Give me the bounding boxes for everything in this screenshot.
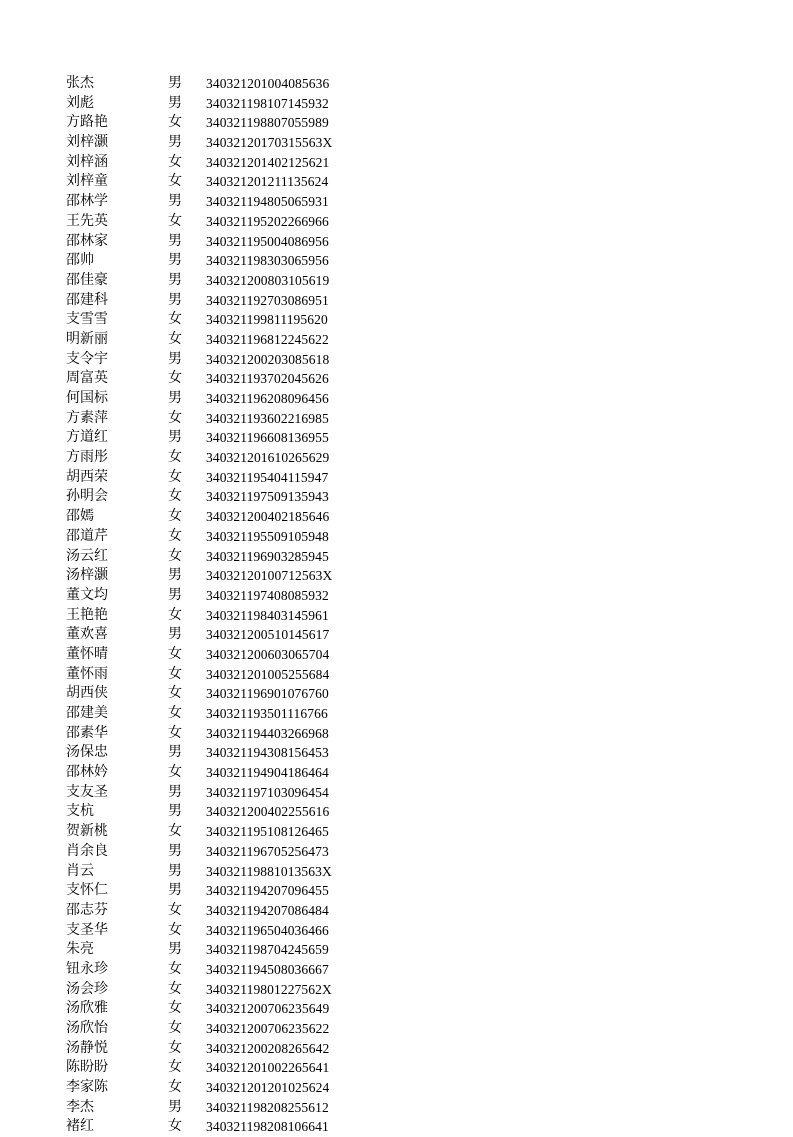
person-name: 方道红 bbox=[66, 429, 108, 446]
table-row bbox=[66, 291, 366, 311]
table-row bbox=[66, 704, 366, 724]
person-name: 邵林学 bbox=[66, 193, 108, 210]
person-name: 陈盼盼 bbox=[66, 1059, 108, 1076]
table-row bbox=[66, 1098, 366, 1118]
person-gender: 女 bbox=[168, 960, 182, 977]
person-id-number: 340321195108126465 bbox=[206, 824, 329, 840]
person-id-number: 340321195004086956 bbox=[206, 233, 329, 249]
person-gender: 男 bbox=[168, 803, 182, 820]
person-name: 王先英 bbox=[66, 212, 108, 229]
table-row bbox=[66, 862, 366, 882]
person-name: 贺新桃 bbox=[66, 823, 108, 840]
table-row bbox=[66, 133, 366, 153]
person-id-number: 340321193501116766 bbox=[206, 706, 328, 721]
person-id-number: 340321198208106641 bbox=[206, 1119, 329, 1135]
person-id-number: 340321194403266968 bbox=[206, 725, 329, 741]
person-id-number: 340321194207096455 bbox=[206, 883, 329, 899]
table-row bbox=[66, 547, 366, 567]
person-gender: 女 bbox=[168, 764, 182, 781]
person-id-number: 340321193602216985 bbox=[206, 410, 329, 426]
table-row bbox=[66, 507, 366, 527]
table-row bbox=[66, 940, 366, 960]
person-gender: 女 bbox=[168, 1020, 182, 1036]
person-id-number: 340321194904186464 bbox=[206, 765, 329, 781]
person-name: 刘梓灏 bbox=[66, 134, 108, 151]
person-gender: 男 bbox=[168, 94, 182, 111]
person-gender: 男 bbox=[168, 193, 182, 210]
table-row bbox=[66, 802, 366, 822]
table-row bbox=[66, 212, 366, 232]
person-id-number: 340321194207086484 bbox=[206, 902, 329, 918]
person-id-number: 34032119801227562X bbox=[206, 981, 332, 997]
person-gender: 男 bbox=[168, 252, 182, 269]
person-id-number: 340321198704245659 bbox=[206, 942, 329, 958]
table-row bbox=[66, 468, 366, 488]
person-id-number: 340321198807055989 bbox=[206, 115, 329, 131]
roster-table bbox=[66, 74, 366, 1137]
person-gender: 男 bbox=[168, 586, 182, 603]
person-gender: 女 bbox=[168, 527, 182, 544]
person-id-number: 340321200706235649 bbox=[206, 1001, 330, 1017]
table-row bbox=[66, 527, 366, 547]
person-id-number: 34032120100712563X bbox=[206, 568, 333, 584]
table-row bbox=[66, 763, 366, 783]
person-name: 肖余良 bbox=[66, 842, 108, 859]
person-id-number: 340321195404115947 bbox=[206, 469, 329, 485]
table-row bbox=[66, 389, 366, 409]
table-row bbox=[66, 1019, 366, 1039]
person-name: 周富英 bbox=[66, 370, 108, 387]
person-gender: 男 bbox=[168, 291, 182, 308]
person-name: 刘梓童 bbox=[66, 173, 108, 190]
person-name: 朱亮 bbox=[66, 941, 94, 958]
table-row bbox=[66, 881, 366, 901]
table-row bbox=[66, 783, 366, 803]
person-id-number: 340321201402125621 bbox=[206, 154, 330, 170]
person-gender: 女 bbox=[168, 468, 182, 485]
person-name: 胡西侠 bbox=[66, 685, 108, 702]
person-name: 肖云 bbox=[66, 862, 94, 879]
person-name: 董怀雨 bbox=[66, 665, 108, 682]
person-gender: 女 bbox=[168, 606, 182, 623]
table-row bbox=[66, 153, 366, 173]
person-gender: 男 bbox=[168, 350, 182, 367]
person-gender: 男 bbox=[168, 1098, 182, 1115]
table-row bbox=[66, 645, 366, 665]
table-row bbox=[66, 1058, 366, 1078]
person-name: 刘彪 bbox=[66, 94, 94, 111]
person-id-number: 340321196901076760 bbox=[206, 686, 329, 702]
person-id-number: 340321196608136955 bbox=[206, 430, 329, 446]
person-name: 邵嫣 bbox=[66, 508, 94, 525]
person-gender: 女 bbox=[168, 921, 182, 938]
table-row bbox=[66, 1078, 366, 1098]
person-id-number: 340321200603065704 bbox=[206, 646, 330, 662]
person-gender: 男 bbox=[168, 232, 182, 249]
person-name: 王艳艳 bbox=[66, 606, 108, 623]
person-gender: 男 bbox=[168, 626, 182, 643]
person-gender: 男 bbox=[168, 862, 182, 879]
table-row bbox=[66, 310, 366, 330]
person-name: 支雪雪 bbox=[66, 311, 108, 328]
person-gender: 女 bbox=[168, 1079, 182, 1096]
table-row bbox=[66, 448, 366, 468]
person-gender: 女 bbox=[168, 547, 182, 564]
person-id-number: 340321198303065956 bbox=[206, 253, 329, 269]
person-id-number: 340321197408085932 bbox=[206, 587, 329, 603]
person-gender: 男 bbox=[168, 75, 182, 91]
person-name: 李杰 bbox=[66, 1098, 94, 1115]
person-gender: 男 bbox=[168, 271, 182, 288]
person-id-number: 340321200208265642 bbox=[206, 1040, 330, 1056]
person-id-number: 340321194805065931 bbox=[206, 194, 329, 210]
person-name: 胡西荣 bbox=[66, 468, 108, 485]
person-id-number: 340321194308156453 bbox=[206, 745, 329, 761]
person-name: 董文均 bbox=[66, 586, 108, 603]
person-id-number: 340321196903285945 bbox=[206, 548, 329, 564]
person-id-number: 340321196504036466 bbox=[206, 922, 329, 938]
person-name: 刘梓涵 bbox=[66, 153, 108, 170]
table-row bbox=[66, 566, 366, 586]
person-gender: 女 bbox=[168, 705, 182, 721]
person-name: 方素萍 bbox=[66, 409, 108, 426]
person-id-number: 340321194508036667 bbox=[206, 961, 329, 977]
person-name: 汤会珍 bbox=[66, 980, 108, 997]
person-id-number: 340321197509135943 bbox=[206, 489, 329, 505]
person-id-number: 340321201610265629 bbox=[206, 450, 330, 466]
person-id-number: 340321198107145932 bbox=[206, 95, 329, 111]
person-id-number: 340321200402255616 bbox=[206, 804, 330, 820]
person-id-number: 340321195202266966 bbox=[206, 213, 329, 229]
table-row bbox=[66, 350, 366, 370]
person-name: 邵林家 bbox=[66, 232, 108, 249]
person-gender: 女 bbox=[168, 370, 182, 387]
person-gender: 女 bbox=[168, 153, 182, 170]
person-gender: 女 bbox=[168, 1118, 182, 1135]
person-gender: 男 bbox=[168, 429, 182, 446]
person-gender: 男 bbox=[168, 941, 182, 958]
table-row bbox=[66, 684, 366, 704]
person-gender: 女 bbox=[168, 212, 182, 229]
person-gender: 女 bbox=[168, 823, 182, 840]
table-row bbox=[66, 409, 366, 429]
person-name: 支怀仁 bbox=[66, 882, 108, 899]
table-row bbox=[66, 330, 366, 350]
person-id-number: 340321200706235622 bbox=[206, 1021, 330, 1036]
person-gender: 女 bbox=[168, 330, 182, 347]
table-row bbox=[66, 665, 366, 685]
person-name: 邵建科 bbox=[66, 291, 108, 308]
person-gender: 女 bbox=[168, 114, 182, 131]
person-gender: 女 bbox=[168, 1059, 182, 1076]
person-id-number: 340321201002265641 bbox=[206, 1060, 330, 1076]
person-gender: 男 bbox=[168, 567, 182, 584]
table-row bbox=[66, 232, 366, 252]
person-gender: 女 bbox=[168, 724, 182, 741]
person-gender: 男 bbox=[168, 744, 182, 761]
person-gender: 女 bbox=[168, 645, 182, 662]
table-row bbox=[66, 94, 366, 114]
person-id-number: 340321199811195620 bbox=[206, 312, 328, 328]
table-row bbox=[66, 487, 366, 507]
person-id-number: 340321201005255684 bbox=[206, 666, 330, 682]
table-row bbox=[66, 960, 366, 980]
person-gender: 女 bbox=[168, 665, 182, 682]
table-row bbox=[66, 1039, 366, 1059]
person-gender: 男 bbox=[168, 882, 182, 899]
person-gender: 女 bbox=[168, 1000, 182, 1017]
person-name: 褚红 bbox=[66, 1118, 94, 1135]
person-name: 邵林妗 bbox=[66, 764, 108, 781]
table-row bbox=[66, 113, 366, 133]
person-name: 钮永珍 bbox=[66, 960, 108, 977]
person-name: 方路艳 bbox=[66, 114, 108, 131]
person-name: 何国标 bbox=[66, 390, 108, 406]
table-row bbox=[66, 271, 366, 291]
person-id-number: 340321201211135624 bbox=[206, 174, 329, 190]
person-gender: 男 bbox=[168, 842, 182, 859]
person-id-number: 340321201004085636 bbox=[206, 76, 330, 91]
person-id-number: 340321198208255612 bbox=[206, 1099, 329, 1115]
table-row bbox=[66, 999, 366, 1019]
person-gender: 女 bbox=[168, 901, 182, 918]
person-name: 李家陈 bbox=[66, 1079, 108, 1096]
person-id-number: 340321200203085618 bbox=[206, 351, 330, 367]
person-id-number: 34032120170315563X bbox=[206, 135, 333, 151]
person-name: 支杭 bbox=[66, 803, 94, 820]
person-gender: 男 bbox=[168, 783, 182, 800]
person-id-number: 340321198403145961 bbox=[206, 607, 329, 623]
person-id-number: 340321192703086951 bbox=[206, 292, 329, 308]
person-gender: 男 bbox=[168, 134, 182, 151]
table-row bbox=[66, 743, 366, 763]
person-name: 邵帅 bbox=[66, 252, 94, 269]
person-id-number: 340321200510145617 bbox=[206, 627, 330, 643]
table-row bbox=[66, 74, 366, 94]
person-gender: 女 bbox=[168, 173, 182, 190]
person-name: 汤云红 bbox=[66, 547, 108, 564]
table-row bbox=[66, 724, 366, 744]
person-name: 支友圣 bbox=[66, 783, 108, 800]
person-gender: 女 bbox=[168, 980, 182, 997]
person-id-number: 34032119881013563X bbox=[206, 863, 332, 879]
person-name: 孙明会 bbox=[66, 488, 108, 505]
person-name: 支令宇 bbox=[66, 350, 108, 367]
table-row bbox=[66, 1117, 366, 1137]
person-id-number: 340321196812245622 bbox=[206, 331, 329, 347]
person-id-number: 340321197103096454 bbox=[206, 784, 329, 800]
person-name: 方雨彤 bbox=[66, 449, 108, 466]
person-id-number: 340321195509105948 bbox=[206, 528, 329, 544]
person-id-number: 340321200402185646 bbox=[206, 509, 330, 525]
person-gender: 女 bbox=[168, 685, 182, 702]
person-name: 汤保忠 bbox=[66, 744, 108, 761]
table-row bbox=[66, 921, 366, 941]
person-name: 汤欣雅 bbox=[66, 1000, 108, 1017]
person-name: 张杰 bbox=[66, 75, 94, 91]
person-gender: 女 bbox=[168, 508, 182, 525]
person-gender: 女 bbox=[168, 449, 182, 466]
person-name: 邵道芹 bbox=[66, 527, 108, 544]
table-row bbox=[66, 369, 366, 389]
person-name: 邵佳豪 bbox=[66, 271, 108, 288]
table-row bbox=[66, 251, 366, 271]
person-name: 明新丽 bbox=[66, 330, 108, 347]
table-row bbox=[66, 980, 366, 1000]
person-id-number: 340321193702045626 bbox=[206, 371, 329, 387]
person-gender: 女 bbox=[168, 311, 182, 328]
person-name: 董怀晴 bbox=[66, 645, 108, 662]
person-gender: 女 bbox=[168, 488, 182, 505]
table-row bbox=[66, 625, 366, 645]
table-row bbox=[66, 901, 366, 921]
person-id-number: 340321196208096456 bbox=[206, 391, 329, 406]
person-name: 汤梓灏 bbox=[66, 567, 108, 584]
person-name: 邵素华 bbox=[66, 724, 108, 741]
table-row bbox=[66, 586, 366, 606]
table-row bbox=[66, 172, 366, 192]
person-gender: 男 bbox=[168, 390, 182, 406]
person-id-number: 340321201201025624 bbox=[206, 1080, 330, 1096]
person-gender: 女 bbox=[168, 409, 182, 426]
table-row bbox=[66, 192, 366, 212]
person-name: 汤静悦 bbox=[66, 1039, 108, 1056]
person-name: 支圣华 bbox=[66, 921, 108, 938]
table-row bbox=[66, 428, 366, 448]
person-name: 邵志芬 bbox=[66, 901, 108, 918]
table-row bbox=[66, 842, 366, 862]
person-id-number: 340321200803105619 bbox=[206, 272, 330, 288]
person-id-number: 340321196705256473 bbox=[206, 843, 329, 859]
person-name: 汤欣怡 bbox=[66, 1020, 108, 1036]
person-name: 董欢喜 bbox=[66, 626, 108, 643]
table-row bbox=[66, 822, 366, 842]
table-row bbox=[66, 606, 366, 626]
person-name: 邵建美 bbox=[66, 705, 108, 721]
person-gender: 女 bbox=[168, 1039, 182, 1056]
